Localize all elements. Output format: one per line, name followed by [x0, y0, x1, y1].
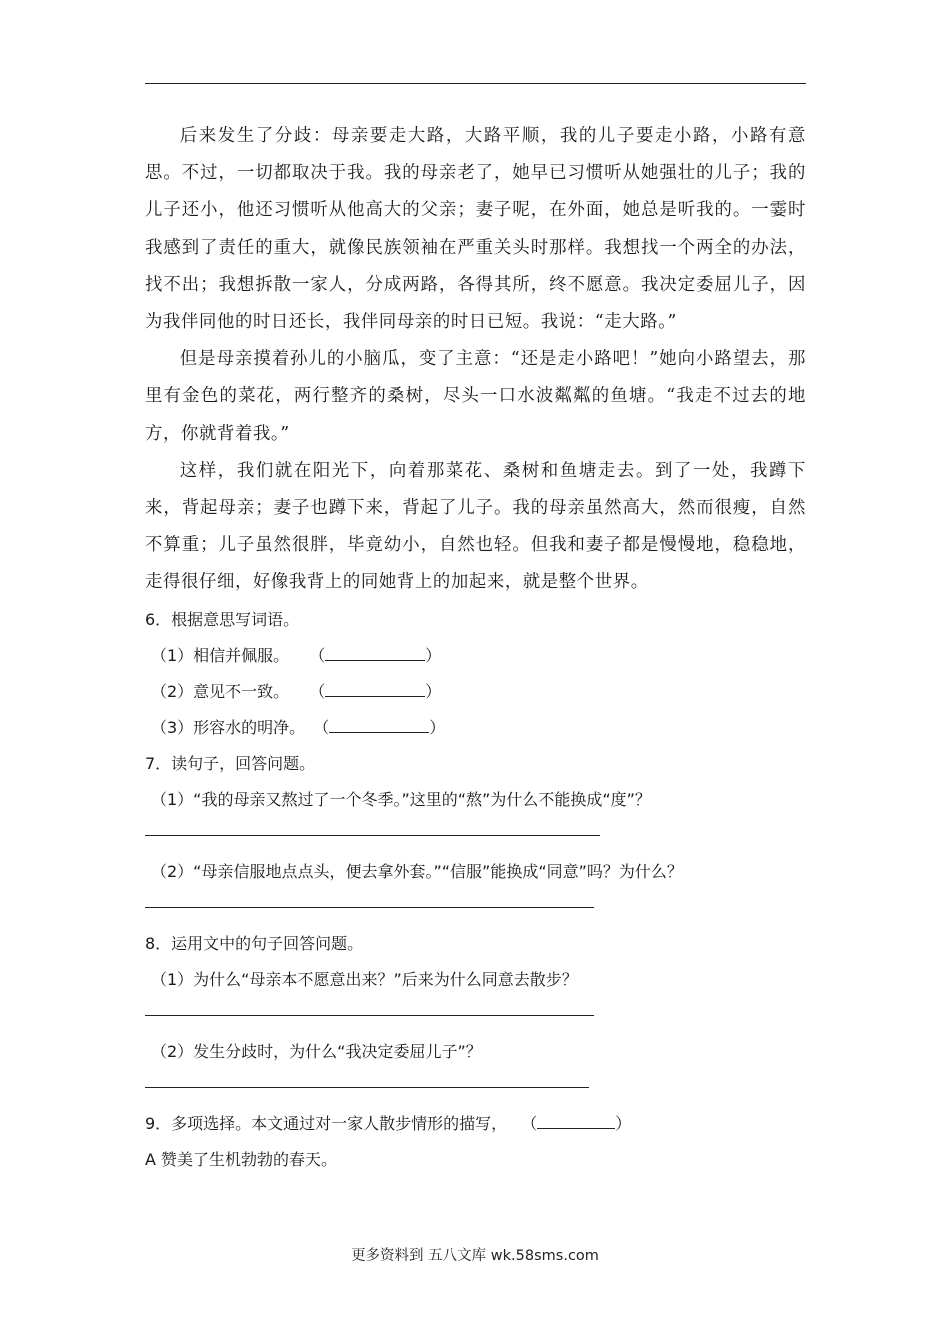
question-item — [145, 638, 806, 674]
question-8 — [145, 926, 806, 1106]
question-9 — [145, 1106, 806, 1178]
passage-paragraph: 但是母亲摸着孙儿的小脑瓜，变了主意：“还是走小路吧！”她向小路望去，那里有金色的菜花，两行整齐的桑树，尽头一口水波粼粼的鱼塘。“我走不过去的地方，你就背着我。” — [145, 349, 806, 444]
answer-line[interactable] — [145, 818, 806, 854]
answer-blank[interactable] — [329, 714, 429, 733]
bracket-close: ） — [425, 681, 442, 701]
item-label: （2）意见不一致。 — [151, 681, 290, 701]
answer-blank[interactable] — [537, 1110, 615, 1129]
answer-blank[interactable] — [325, 642, 425, 661]
question-6 — [145, 602, 806, 746]
option-a[interactable]: A 赞美了生机勃勃的春天。 — [145, 1149, 338, 1169]
answer-blank[interactable] — [325, 678, 425, 697]
answer-line[interactable] — [145, 998, 806, 1034]
question-7 — [145, 746, 806, 926]
passage-paragraph: 后来发生了分歧：母亲要走大路，大路平顺，我的儿子要走小路，小路有意思。不过，一切都取决于我。我的母亲老了，她早已习惯听从她强壮的儿子；我的儿子还小，他还习惯听从他高大的父亲；妻子呢，在外面，她总是听我的。一霎时我感到了责任的重大，就像民族领袖在严重关头时那样。我想找一个两全的办法，找不出；我想拆散一家人，分成两路，各得其所，终不愿意。我决定委屈儿子，因为我伴同他的时日还长，我伴同母亲的时日已短。我说：“走大路。” — [145, 126, 806, 333]
question-item: （1）“我的母亲又熬过了一个冬季。”这里的“熬”为什么不能换成“度”？ — [151, 789, 651, 809]
question-item — [145, 674, 806, 710]
item-label: （1）相信并佩服。 — [151, 645, 290, 665]
question-title: 7．读句子，回答问题。 — [145, 753, 316, 773]
answer-line[interactable] — [145, 1070, 806, 1106]
footer-text: 更多资料到 五八文库 wk.58sms.com — [351, 1248, 599, 1264]
bracket-open: （ — [309, 645, 326, 665]
question-title: 8．运用文中的句子回答问题。 — [145, 933, 364, 953]
answer-line[interactable] — [145, 890, 806, 926]
question-title — [145, 1106, 806, 1142]
bracket-close: ） — [429, 717, 446, 737]
question-text: 9．多项选择。本文通过对一家人散步情形的描写， — [145, 1113, 508, 1133]
document-body — [145, 118, 806, 1178]
bracket-open: （ — [313, 717, 330, 737]
passage-paragraph: 这样，我们就在阳光下，向着那菜花、桑树和鱼塘走去。到了一处，我蹲下来，背起母亲；妻子也蹲下来，背起了儿子。我的母亲虽然高大，然而很瘦，自然不算重；儿子虽然很胖，毕竟幼小，自然也轻。但我和妻子都是慢慢地，稳稳地，走得很仔细，好像我背上的同她背上的加起来，就是整个世界。 — [145, 460, 806, 593]
bracket-open: （ — [309, 681, 326, 701]
question-item — [145, 710, 806, 746]
bracket-close: ） — [425, 645, 442, 665]
bracket-close: ） — [615, 1113, 632, 1133]
bracket-open: （ — [521, 1113, 538, 1133]
question-item: （1）为什么“母亲本不愿意出来？”后来为什么同意去散步？ — [151, 969, 578, 989]
question-title: 6．根据意思写词语。 — [145, 609, 300, 629]
header-rule — [145, 83, 806, 84]
item-label: （3）形容水的明净。 — [151, 717, 306, 737]
question-item: （2）发生分歧时，为什么“我决定委屈儿子”？ — [151, 1041, 482, 1061]
question-item: （2）“母亲信服地点点头，便去拿外套。”“信服”能换成“同意”吗？为什么？ — [151, 861, 683, 881]
